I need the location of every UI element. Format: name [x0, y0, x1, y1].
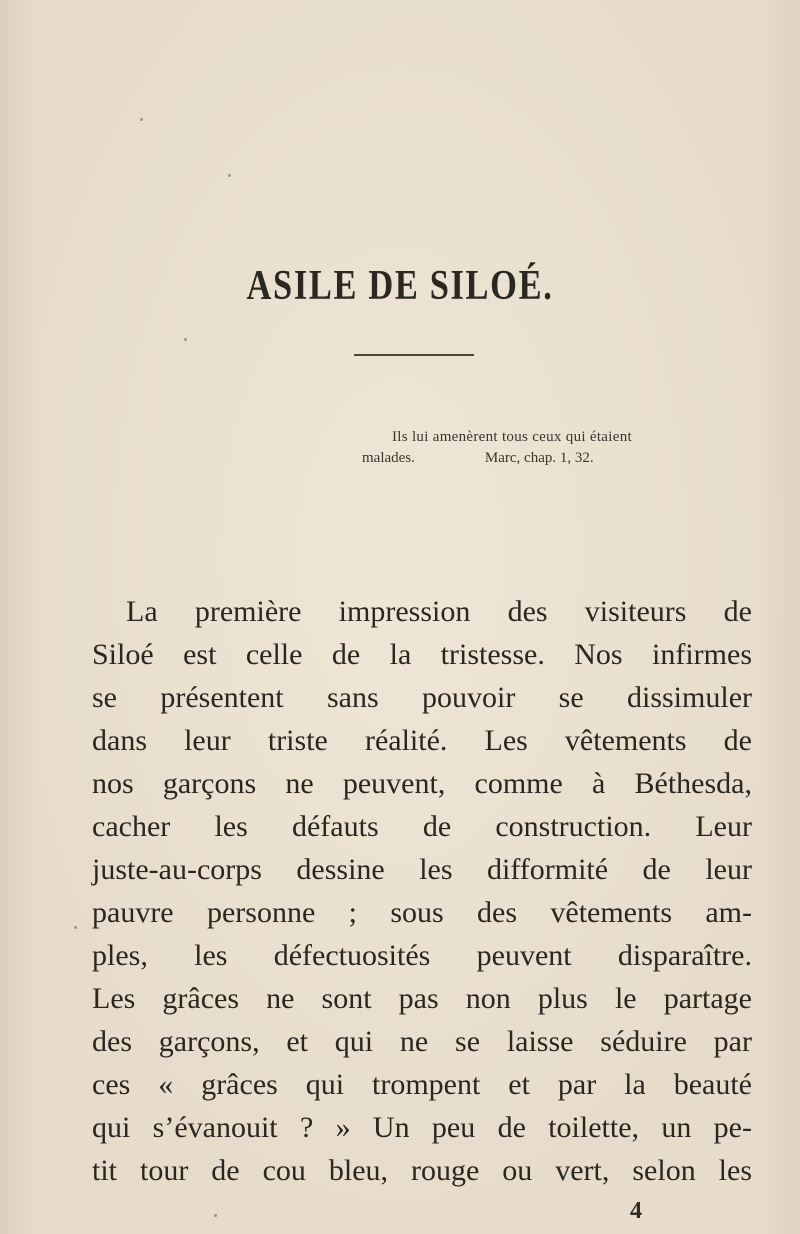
- title-divider: [354, 354, 474, 356]
- epigraph-line-1: Ils lui amenèrent tous ceux qui étaient: [392, 429, 632, 445]
- body-line: qui s’évanouit ? » Un peu de toilette, un pe-: [92, 1111, 752, 1144]
- body-line: Siloé est celle de la tristesse. Nos infirmes: [92, 638, 752, 671]
- body-line: Les grâces ne sont pas non plus le partage: [92, 982, 752, 1015]
- speck: [74, 926, 77, 929]
- epigraph-line-2-text: malades.: [362, 450, 415, 466]
- epigraph-line-2: [362, 448, 762, 469]
- body-paragraph: [92, 590, 752, 1192]
- page-number: 4: [630, 1198, 642, 1224]
- body-line: dans leur triste réalité. Les vêtements de: [92, 724, 752, 757]
- body-line: pauvre personne ; sous des vêtements am-: [92, 896, 752, 929]
- speck: [214, 1214, 217, 1217]
- speck: [228, 174, 231, 177]
- speck: [184, 338, 187, 341]
- body-line: ples, les défectuosités peuvent disparaître.: [92, 939, 752, 972]
- body-line: tit tour de cou bleu, rouge ou vert, selon les: [92, 1154, 752, 1187]
- body-line: La première impression des visiteurs de: [126, 595, 752, 628]
- body-line: nos garçons ne peuvent, comme à Béthesda,: [92, 767, 752, 800]
- body-line: juste-au-corps dessine les difformité de leur: [92, 853, 752, 886]
- body-line: se présentent sans pouvoir se dissimuler: [92, 681, 752, 714]
- body-line: ces « grâces qui trompent et par la beauté: [92, 1068, 752, 1101]
- body-line: des garçons, et qui ne se laisse séduire par: [92, 1025, 752, 1058]
- chapter-title: ASILE DE SILOÉ.: [246, 263, 554, 309]
- epigraph: [362, 427, 762, 469]
- epigraph-reference: Marc, chap. 1, 32.: [484, 450, 594, 466]
- body-line: cacher les défauts de construction. Leur: [92, 810, 752, 843]
- speck: [140, 118, 143, 121]
